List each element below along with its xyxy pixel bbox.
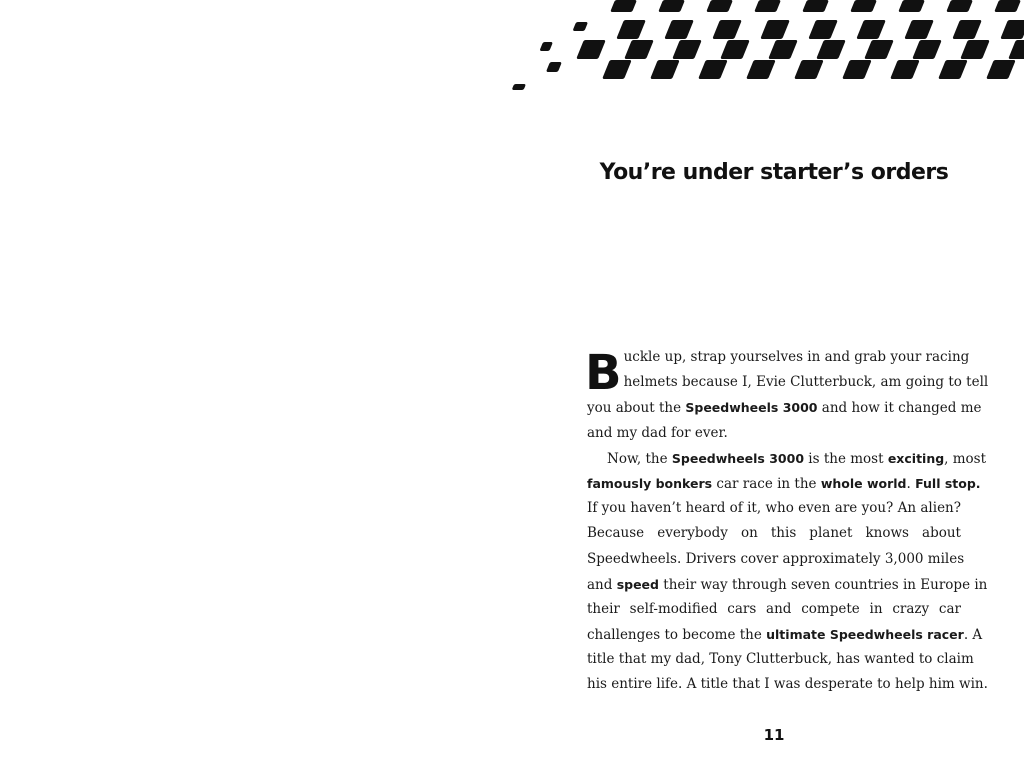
checker-square <box>720 40 750 59</box>
text-line: Because everybody on this planet knows about <box>587 525 961 542</box>
checker-square <box>1008 40 1024 59</box>
checker-square <box>856 20 886 39</box>
checker-pattern <box>512 0 1024 90</box>
checker-square <box>952 20 982 39</box>
checker-square <box>572 22 588 31</box>
chapter-body <box>585 345 989 698</box>
checker-square <box>746 60 776 79</box>
checker-square <box>808 20 838 39</box>
checker-square <box>816 40 846 59</box>
checker-square <box>658 0 685 12</box>
checker-square <box>802 0 829 12</box>
checker-square <box>539 42 553 51</box>
chapter-title: You’re under starter’s orders <box>599 160 949 185</box>
checker-square <box>624 40 654 59</box>
checker-square <box>712 20 742 39</box>
page-number: 11 <box>763 726 785 744</box>
checkered-flag-banner <box>0 0 1024 90</box>
checker-square <box>794 60 824 79</box>
text-line: you about the Speedwheels 3000 and how it changed me <box>587 400 982 417</box>
text-line: title that my dad, Tony Clutterbuck, has wanted to claim <box>587 651 974 668</box>
checker-square <box>994 0 1021 12</box>
checker-square <box>602 60 632 79</box>
checker-square <box>760 20 790 39</box>
text-line: Now, the Speedwheels 3000 is the most exciting, most <box>607 450 987 467</box>
checker-square <box>706 0 733 12</box>
checker-square <box>576 40 606 59</box>
drop-cap: B <box>585 345 622 401</box>
checker-square <box>768 40 798 59</box>
checker-square <box>864 40 894 59</box>
checker-square <box>650 60 680 79</box>
checker-square <box>850 0 877 12</box>
checker-square <box>986 60 1016 79</box>
text-line: helmets because I, Evie Clutterbuck, am going to tell <box>623 374 989 391</box>
checker-square <box>512 84 526 90</box>
text-line: his entire life. A title that I was desperate to help him win. <box>587 676 988 693</box>
checker-square <box>938 60 968 79</box>
checker-square <box>754 0 781 12</box>
text-line: If you haven’t heard of it, who even are you? An alien? <box>587 500 961 517</box>
paragraph-2 <box>587 446 988 698</box>
checker-square <box>912 40 942 59</box>
checker-square <box>1000 20 1024 39</box>
checker-square <box>890 60 920 79</box>
text-line: uckle up, strap yourselves in and grab your racing <box>623 349 970 365</box>
checker-square <box>842 60 872 79</box>
checker-square <box>898 0 925 12</box>
checker-square <box>664 20 694 39</box>
checker-square <box>960 40 990 59</box>
checker-square <box>904 20 934 39</box>
text-line: challenges to become the ultimate Speedwheels racer. A <box>587 627 983 644</box>
checker-square <box>946 0 973 12</box>
text-line: famously bonkers car race in the whole world. Full stop. <box>587 475 981 492</box>
paragraph-1 <box>585 345 989 446</box>
checker-square <box>672 40 702 59</box>
text-line: and my dad for ever. <box>587 424 728 441</box>
text-line: Speedwheels. Drivers cover approximately 3,000 miles <box>587 550 965 567</box>
checker-square <box>610 0 637 12</box>
checker-square <box>616 20 646 39</box>
text-line: their self-modified cars and compete in crazy car <box>587 600 961 617</box>
checker-square <box>546 62 562 72</box>
text-line: and speed their way through seven countries in Europe in <box>587 576 988 593</box>
checker-square <box>698 60 728 79</box>
